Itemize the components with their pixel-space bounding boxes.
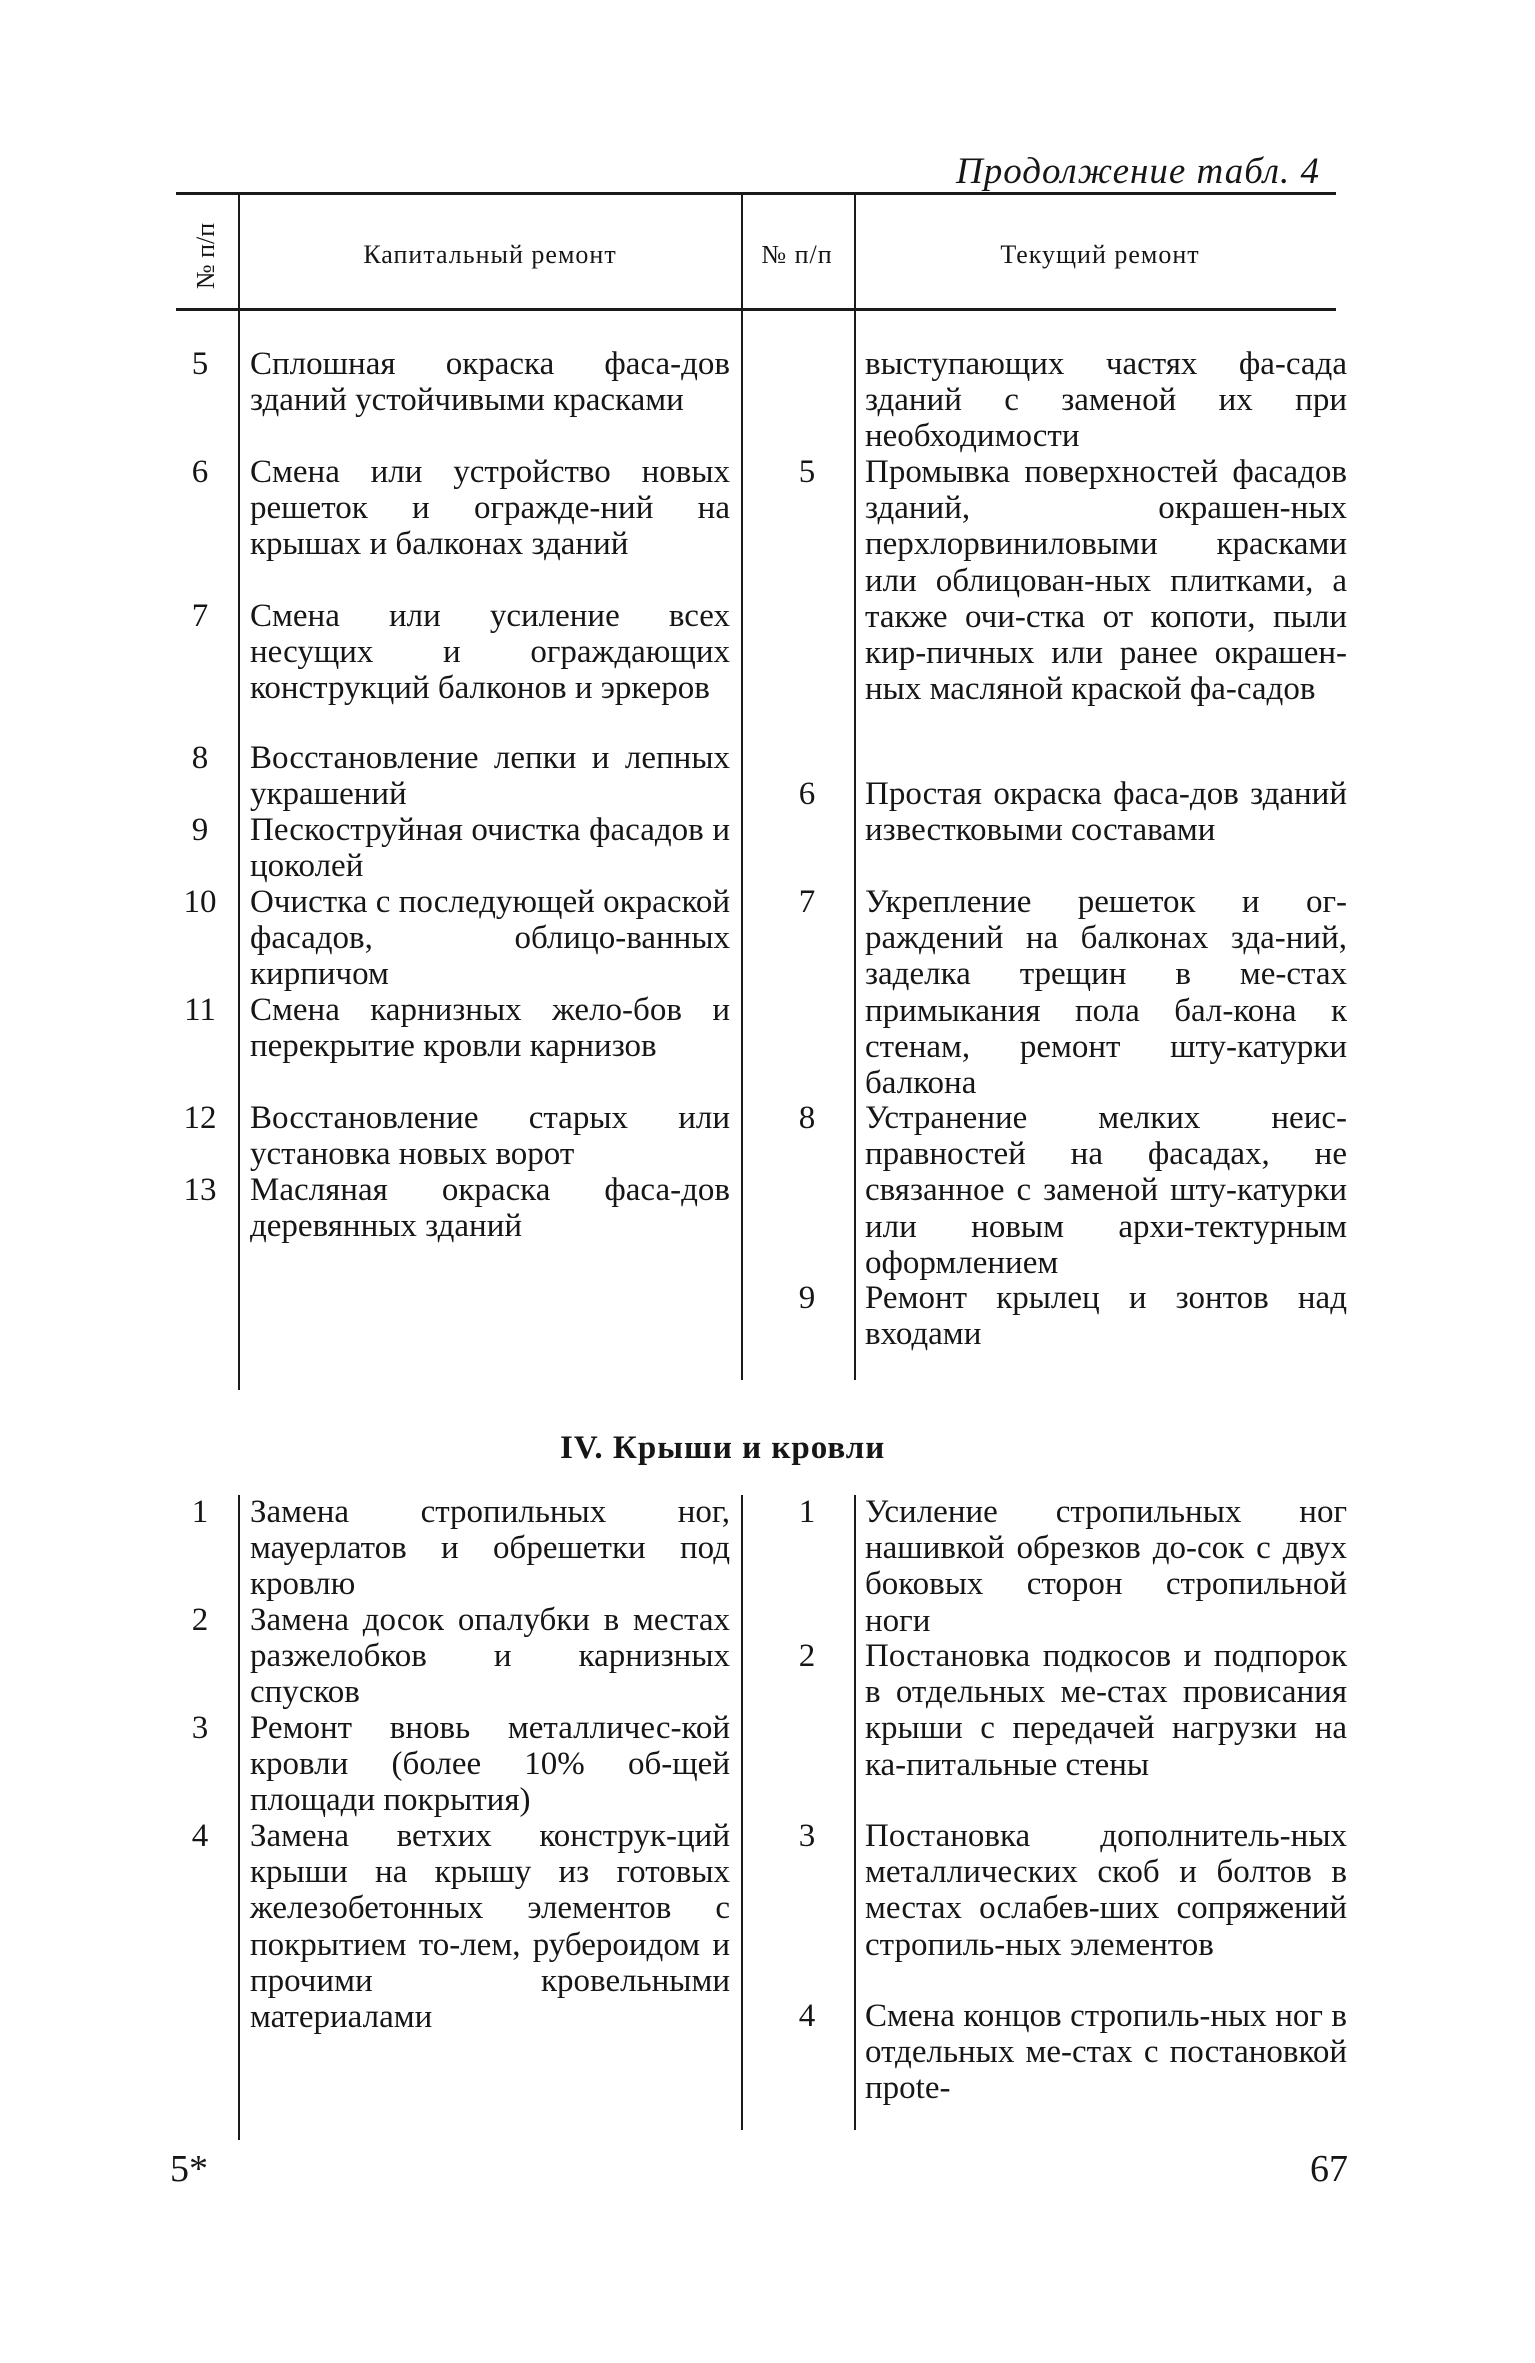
row-number: 12	[183, 1100, 217, 1136]
current-item: Ремонт крылец и зонтов над входами	[865, 1280, 1347, 1353]
capital-item: Пескоструйная очистка фасадов и цоколей	[250, 812, 730, 885]
current-item: Постановка дополнитель-ных металлических скоб и болтов в местах ослабев-ших сопряжений стропиль-ных элементов	[865, 1818, 1347, 1963]
row-number: 11	[184, 992, 216, 1028]
current-item: Смена концов стропиль-ных ног в отдельных ме-стах с постановкой прote-	[865, 1998, 1347, 2107]
header-num-col: № п/п	[191, 222, 220, 290]
capital-item: Замена ветхих конструк-ций крыши на крышу из готовых железобетонных элементов с покрытием то-лем, рубероидом и прочими кровельными материалами	[250, 1818, 730, 2036]
capital-item: Масляная окраска фаса-дов деревянных зданий	[250, 1172, 730, 1245]
current-item: Укрепление решеток и ог-раждений на балконах зда-ний, заделка трещин в ме-стах примыкания пола бал-кона к стенам, ремонт шту-катурки балкона	[865, 884, 1347, 1102]
vrule-3	[854, 195, 856, 1380]
current-item: Промывка поверхностей фасадов зданий, окрашен-ных перхлорвиниловыми красками или облицован-ных плитками, а также очи-стка от копоти, пыли кир-пичных или ранее окрашен-ных масляной краской фа-садов	[865, 454, 1347, 708]
capital-item: Смена или устройство новых решеток и огражде-ний на крышах и балконах зданий	[250, 454, 730, 563]
row-number: 9	[191, 812, 209, 848]
row-number: 1	[798, 1494, 816, 1530]
row-number: 3	[191, 1710, 209, 1746]
row-number: 6	[798, 776, 816, 812]
row-number: 5	[191, 346, 209, 382]
row-number: 7	[191, 598, 209, 634]
vrule-2b	[741, 1495, 743, 2130]
row-number: 3	[798, 1818, 816, 1854]
row-number: 7	[798, 884, 816, 920]
capital-item: Восстановление лепки и лепных украшений	[250, 740, 730, 813]
current-item: Постановка подкосов и подпорок в отдельных ме-стах провисания крыши с передачей нагрузки на ка-питальные стены	[865, 1638, 1347, 1783]
row-number: 13	[183, 1172, 217, 1208]
current-item: Устранение мелких неис-правностей на фасадах, не связанное с заменой шту-катурки или новым архи-тектурным оформлением	[865, 1100, 1347, 1281]
row-number: 9	[798, 1280, 816, 1316]
capital-item: Ремонт вновь металличес-кой кровли (более 10% об-щей площади покрытия)	[250, 1710, 730, 1819]
vrule-3b	[854, 1495, 856, 2130]
capital-item: Сплошная окраска фаса-дов зданий устойчивыми красками	[250, 346, 730, 419]
row-number: 2	[191, 1602, 209, 1638]
signature-mark: 5*	[170, 2148, 208, 2190]
row-number: 4	[191, 1818, 209, 1854]
current-item: Усиление стропильных ног нашивкой обрезков до-сок с двух боковых сторон стропильной ноги	[865, 1494, 1347, 1639]
current-item: Простая окраска фаса-дов зданий известковыми составами	[865, 776, 1347, 849]
capital-item: Замена стропильных ног, мауерлатов и обрешетки под кровлю	[250, 1494, 730, 1603]
capital-item: Восстановление старых или установка новых ворот	[250, 1100, 730, 1173]
page-number: 67	[1310, 2148, 1348, 2190]
vrule-1	[238, 195, 240, 1390]
current-item-continuation: выступающих частях фа-сада зданий с заменой их при необходимости	[865, 346, 1347, 455]
vrule-2	[741, 195, 743, 1380]
capital-item: Замена досок опалубки в местах разжелобков и карнизных спусков	[250, 1602, 730, 1711]
row-number: 2	[798, 1638, 816, 1674]
row-number: 6	[191, 454, 209, 490]
table-header-rule	[176, 308, 1336, 311]
capital-item: Смена карнизных жело-бов и перекрытие кровли карнизов	[250, 992, 730, 1065]
header-num-col-2: № п/п	[761, 240, 833, 269]
row-number: 5	[798, 454, 816, 490]
row-number: 10	[183, 884, 217, 920]
capital-item: Смена или усиление всех несущих и ограждающих конструкций балконов и эркеров	[250, 598, 730, 707]
table-continuation-label: Продолжение табл. 4	[956, 151, 1321, 192]
table-top-rule	[176, 192, 1336, 195]
section-title: IV. Крыши и кровли	[560, 1430, 886, 1466]
vrule-1b	[238, 1495, 240, 2140]
row-number: 1	[191, 1494, 209, 1530]
header-capital-repair: Капитальный ремонт	[363, 240, 617, 269]
row-number: 8	[191, 740, 209, 776]
header-current-repair: Текущий ремонт	[1000, 240, 1200, 269]
capital-item: Очистка с последующей окраской фасадов, облицо-ванных кирпичом	[250, 884, 730, 993]
row-number: 4	[798, 1998, 816, 2034]
row-number: 8	[798, 1100, 816, 1136]
